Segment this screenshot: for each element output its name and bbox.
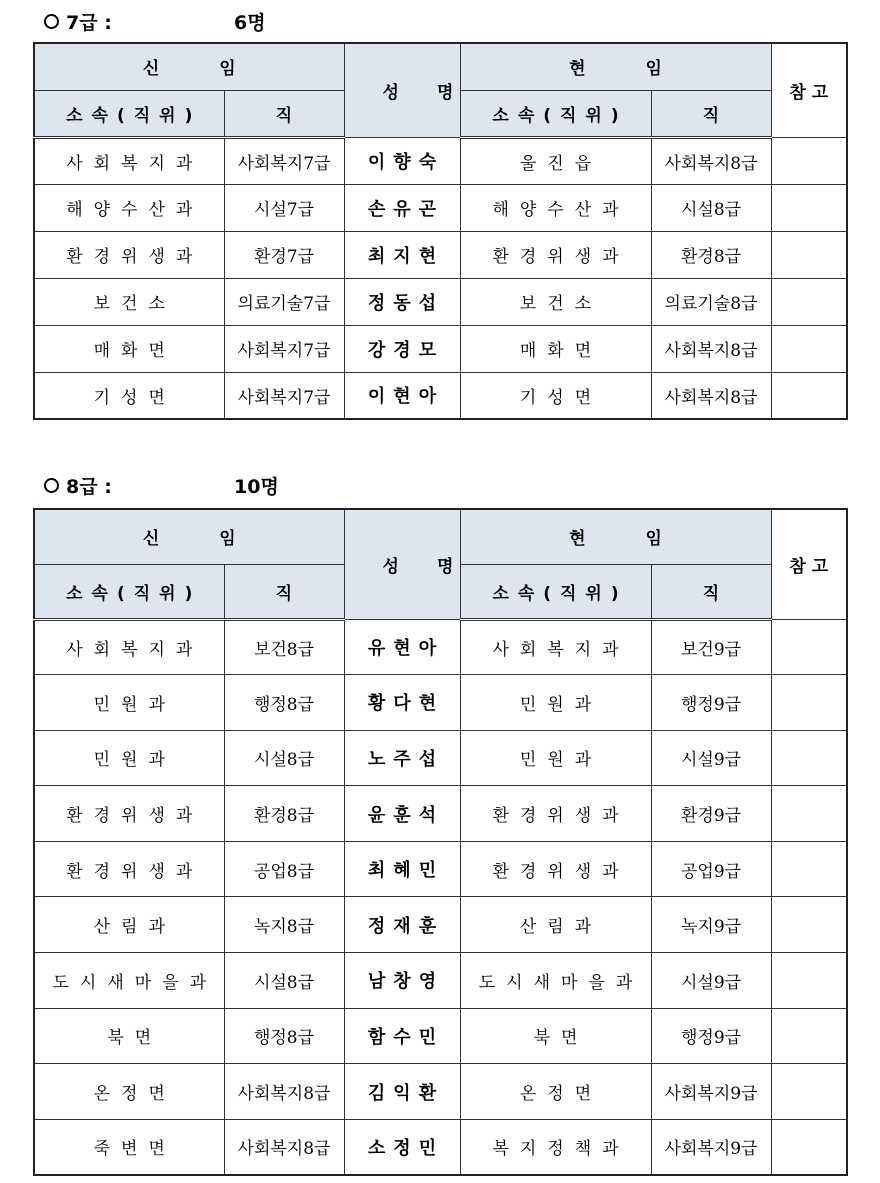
new-rank: 환경7급	[224, 231, 344, 278]
new-rank: 시설8급	[224, 953, 344, 1009]
new-rank: 행정8급	[224, 675, 344, 731]
current-department: 온정면	[460, 1064, 651, 1120]
current-rank: 녹지9급	[651, 897, 771, 953]
header-current: 현임	[460, 509, 771, 564]
person-name: 함수민	[344, 1008, 460, 1064]
current-rank: 사회복지9급	[651, 1064, 771, 1120]
current-department: 해양수산과	[460, 184, 651, 231]
person-name: 최혜민	[344, 841, 460, 897]
new-department: 민원과	[34, 675, 224, 731]
current-department: 도시새마을과	[460, 953, 651, 1009]
headcount: 6명	[234, 11, 266, 34]
section-title	[44, 470, 279, 500]
new-department: 매화면	[34, 325, 224, 372]
table-row	[34, 184, 847, 231]
reference-cell	[771, 278, 847, 325]
header-current: 현임	[460, 43, 771, 90]
current-rank: 행정9급	[651, 675, 771, 731]
new-rank: 의료기술7급	[224, 278, 344, 325]
header-reference: 참고	[771, 509, 847, 619]
person-name: 손유곤	[344, 184, 460, 231]
current-department: 민원과	[460, 730, 651, 786]
new-rank: 시설8급	[224, 730, 344, 786]
reference-cell	[771, 953, 847, 1009]
new-rank: 환경8급	[224, 786, 344, 842]
table-row	[34, 619, 847, 675]
header-reference: 참고	[771, 43, 847, 137]
current-department: 사회복지과	[460, 619, 651, 675]
new-department: 해양수산과	[34, 184, 224, 231]
table-row	[34, 325, 847, 372]
reference-cell	[771, 1119, 847, 1175]
reference-cell	[771, 372, 847, 419]
new-rank: 공업8급	[224, 841, 344, 897]
current-rank: 보건9급	[651, 619, 771, 675]
current-rank: 사회복지8급	[651, 325, 771, 372]
current-department: 복지정책과	[460, 1119, 651, 1175]
new-rank: 보건8급	[224, 619, 344, 675]
grade-label: 7급 :	[66, 11, 112, 34]
header-current-dept: 소속(직위)	[460, 564, 651, 619]
reference-cell	[771, 897, 847, 953]
table-row	[34, 730, 847, 786]
current-rank: 의료기술8급	[651, 278, 771, 325]
current-department: 환경위생과	[460, 841, 651, 897]
current-department: 울진읍	[460, 137, 651, 184]
table-row	[34, 786, 847, 842]
reference-cell	[771, 184, 847, 231]
header-new: 신임	[34, 509, 344, 564]
current-rank: 환경9급	[651, 786, 771, 842]
person-name: 유현아	[344, 619, 460, 675]
table-row	[34, 675, 847, 731]
current-rank: 사회복지8급	[651, 137, 771, 184]
reference-cell	[771, 730, 847, 786]
circle-bullet-icon	[44, 14, 59, 29]
grade-label: 8급 :	[66, 475, 112, 498]
appointment-table	[33, 508, 848, 1176]
table-row	[34, 278, 847, 325]
circle-bullet-icon	[44, 478, 59, 493]
reference-cell	[771, 231, 847, 278]
current-department: 북면	[460, 1008, 651, 1064]
person-name: 이현아	[344, 372, 460, 419]
header-current-dept: 소속(직위)	[460, 90, 651, 137]
current-rank: 공업9급	[651, 841, 771, 897]
current-department: 환경위생과	[460, 231, 651, 278]
new-department: 온정면	[34, 1064, 224, 1120]
current-department: 매화면	[460, 325, 651, 372]
reference-cell	[771, 786, 847, 842]
new-rank: 사회복지8급	[224, 1119, 344, 1175]
new-department: 사회복지과	[34, 619, 224, 675]
header-name: 성명	[344, 43, 460, 137]
current-department: 환경위생과	[460, 786, 651, 842]
header-current-rank: 직	[651, 90, 771, 137]
table-row	[34, 137, 847, 184]
table-row	[34, 1119, 847, 1175]
new-department: 산림과	[34, 897, 224, 953]
person-name: 윤훈석	[344, 786, 460, 842]
header-new-rank: 직	[224, 564, 344, 619]
new-rank: 사회복지7급	[224, 372, 344, 419]
headcount: 10명	[234, 475, 279, 498]
new-department: 도시새마을과	[34, 953, 224, 1009]
current-rank: 시설9급	[651, 730, 771, 786]
section-title	[44, 6, 266, 36]
header-new: 신임	[34, 43, 344, 90]
new-department: 환경위생과	[34, 841, 224, 897]
new-rank: 행정8급	[224, 1008, 344, 1064]
reference-cell	[771, 137, 847, 184]
person-name: 노주섭	[344, 730, 460, 786]
current-rank: 사회복지9급	[651, 1119, 771, 1175]
header-current-rank: 직	[651, 564, 771, 619]
reference-cell	[771, 841, 847, 897]
new-department: 사회복지과	[34, 137, 224, 184]
current-rank: 시설8급	[651, 184, 771, 231]
header-new-dept: 소속(직위)	[34, 90, 224, 137]
new-department: 죽변면	[34, 1119, 224, 1175]
header-new-rank: 직	[224, 90, 344, 137]
header-name: 성명	[344, 509, 460, 619]
table-row	[34, 1008, 847, 1064]
table-row	[34, 897, 847, 953]
header-new-dept: 소속(직위)	[34, 564, 224, 619]
new-rank: 녹지8급	[224, 897, 344, 953]
new-department: 민원과	[34, 730, 224, 786]
person-name: 정재훈	[344, 897, 460, 953]
table-row	[34, 372, 847, 419]
current-department: 산림과	[460, 897, 651, 953]
table-row	[34, 231, 847, 278]
new-department: 북면	[34, 1008, 224, 1064]
current-department: 기성면	[460, 372, 651, 419]
current-rank: 시설9급	[651, 953, 771, 1009]
new-rank: 사회복지7급	[224, 325, 344, 372]
current-rank: 행정9급	[651, 1008, 771, 1064]
appointment-table	[33, 42, 848, 420]
current-rank: 환경8급	[651, 231, 771, 278]
person-name: 정동섭	[344, 278, 460, 325]
person-name: 소정민	[344, 1119, 460, 1175]
new-department: 기성면	[34, 372, 224, 419]
reference-cell	[771, 1064, 847, 1120]
reference-cell	[771, 675, 847, 731]
new-rank: 사회복지7급	[224, 137, 344, 184]
current-rank: 사회복지8급	[651, 372, 771, 419]
person-name: 이향숙	[344, 137, 460, 184]
new-rank: 시설7급	[224, 184, 344, 231]
reference-cell	[771, 325, 847, 372]
person-name: 최지현	[344, 231, 460, 278]
new-department: 보건소	[34, 278, 224, 325]
new-rank: 사회복지8급	[224, 1064, 344, 1120]
table-row	[34, 841, 847, 897]
person-name: 황다현	[344, 675, 460, 731]
person-name: 김익환	[344, 1064, 460, 1120]
table-row	[34, 953, 847, 1009]
table-row	[34, 1064, 847, 1120]
reference-cell	[771, 619, 847, 675]
person-name: 강경모	[344, 325, 460, 372]
current-department: 민원과	[460, 675, 651, 731]
person-name: 남창영	[344, 953, 460, 1009]
current-department: 보건소	[460, 278, 651, 325]
new-department: 환경위생과	[34, 786, 224, 842]
new-department: 환경위생과	[34, 231, 224, 278]
reference-cell	[771, 1008, 847, 1064]
